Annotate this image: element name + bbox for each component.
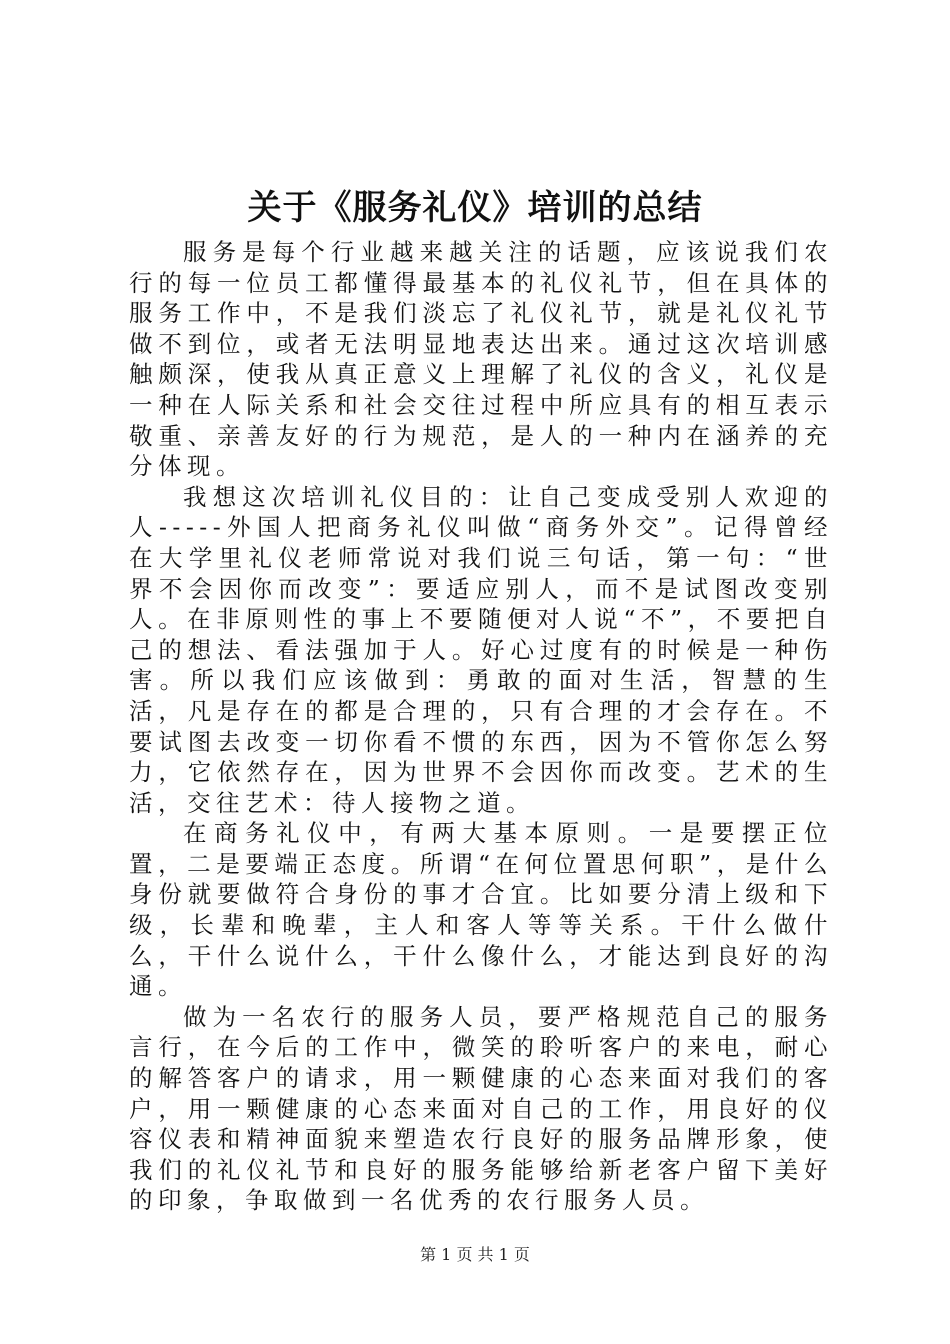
paragraph-4: 做为一名农行的服务人员，要严格规范自己的服务言行，在今后的工作中，微笑的聆听客户的来电，耐心的解答客户的请求，用一颗健康的心态来面对我们的客户，用一颗健康的心态来面对自己的工作，用良好的仪容仪表和精神面貌来塑造农行良好的服务品牌形象，使我们的礼仪礼节和良好的服务能够给新老客户留下美好的印象，争取做到一名优秀的农行服务人员。 — [129, 1002, 833, 1215]
paragraph-3: 在商务礼仪中，有两大基本原则。一是要摆正位置，二是要端正态度。所谓“在何位置思何职”，是什么身份就要做符合身份的事才合宜。比如要分清上级和下级，长辈和晚辈，主人和客人等等关系。干什么做什么，干什么说什么，干什么像什么，才能达到良好的沟通。 — [129, 819, 833, 1001]
document-body — [129, 237, 833, 1216]
page-number-footer: 第 1 页 共 1 页 — [420, 1245, 530, 1264]
document-title: 关于《服务礼仪》培训的总结 — [247, 188, 703, 228]
paragraph-2: 我想这次培训礼仪目的：让自己变成受别人欢迎的人-----外国人把商务礼仪叫做“商务外交”。记得曾经在大学里礼仪老师常说对我们说三句话，第一句：“世界不会因你而改变”：要适应别人，而不是试图改变别人。在非原则性的事上不要随便对人说“不”，不要把自己的想法、看法强加于人。好心过度有的时候是一种伤害。所以我们应该做到：勇敢的面对生活，智慧的生活，凡是存在的都是合理的，只有合理的才会存在。不要试图去改变一切你看不惯的东西，因为不管你怎么努力，它依然存在，因为世界不会因你而改变。艺术的生活，交往艺术：待人接物之道。 — [129, 482, 833, 817]
paragraph-1: 服务是每个行业越来越关注的话题，应该说我们农行的每一位员工都懂得最基本的礼仪礼节，但在具体的服务工作中，不是我们淡忘了礼仪礼节，就是礼仪礼节做不到位，或者无法明显地表达出来。通过这次培训感触颇深，使我从真正意义上理解了礼仪的含义，礼仪是一种在人际关系和社会交往过程中所应具有的相互表示敬重、亲善友好的行为规范，是人的一种内在涵养的充分体现。 — [129, 238, 833, 481]
